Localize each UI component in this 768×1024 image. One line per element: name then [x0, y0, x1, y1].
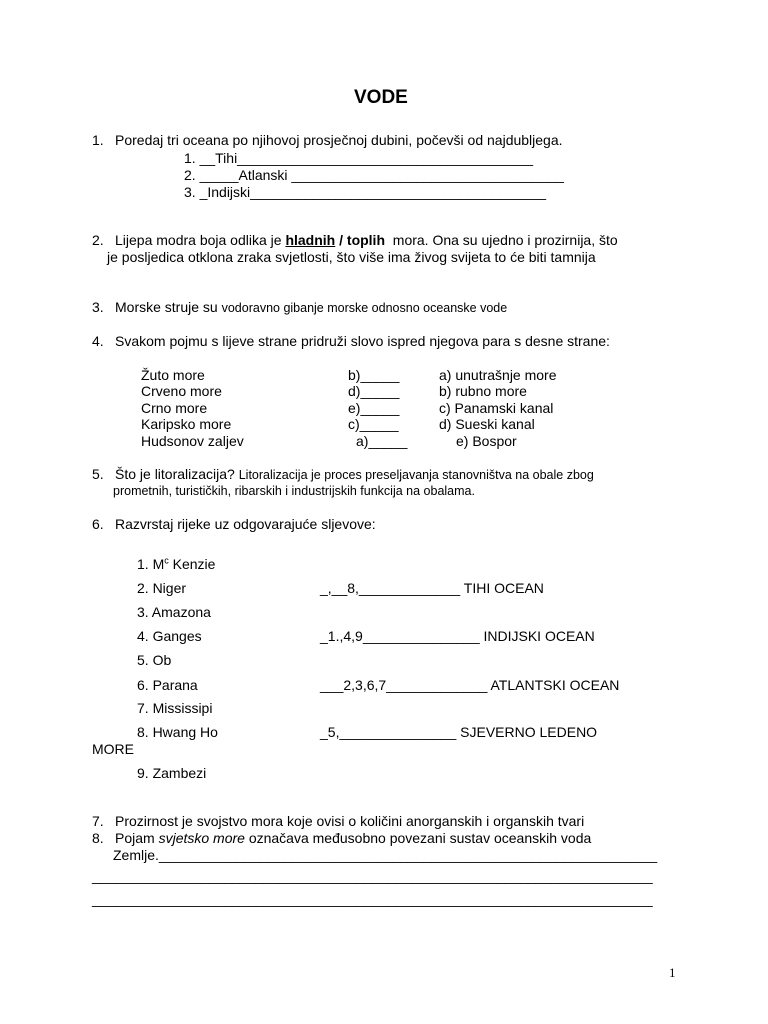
q3-text: Morske struje su [115, 299, 222, 315]
ocean-answer-wrap: MORE [92, 741, 134, 757]
q4-right-5: e) Bospor [456, 433, 517, 449]
q4-number: 4. [92, 333, 104, 349]
q2-line2: je posljedica otklona zraka svjetlosti, što više ima živog svijeta to će biti tamnija [107, 249, 596, 265]
q4-right-3: c) Panamski kanal [439, 400, 554, 416]
q1-answer-1: 1. __Tihi______________________________________ [184, 150, 534, 166]
page-number: 1 [669, 965, 676, 980]
q4-left-4: Karipsko more [141, 416, 232, 432]
q3-number: 3. [92, 299, 104, 315]
river-1-prefix: 1. M [137, 556, 165, 572]
q4-answer-3: e)_____ [348, 400, 400, 416]
q4-text: Svakom pojmu s lijeve strane pridruži slovo ispred njegova para s desne strane: [115, 333, 610, 349]
river-2: 2. Niger [137, 580, 187, 596]
ocean-answer-atlantski: ___2,3,6,7_____________ ATLANTSKI OCEAN [320, 677, 620, 693]
q6-number: 6. [92, 516, 104, 532]
q4-left-3: Crno more [141, 400, 208, 416]
q5-answer-2: prometnih, turističkih, ribarskih i industrijskih funkcija na obalama. [113, 484, 475, 498]
river-1-rest: Kenzie [168, 556, 216, 572]
q4-answer-2: d)_____ [348, 383, 400, 399]
ocean-answer-tihi: _,__8,_____________ TIHI OCEAN [320, 580, 544, 596]
river-1 [137, 556, 215, 573]
ocean-answer-indijski: _1.,4,9_______________ INDIJSKI OCEAN [320, 628, 595, 644]
q8-text-after: označava međusobno povezani sustav oceanskih voda [244, 830, 592, 846]
q2-option-toplih: / toplih [335, 232, 385, 248]
q4-left-5: Hudsonov zaljev [141, 433, 244, 449]
q3-answer: vodoravno gibanje morske odnosno oceanske vode [221, 301, 508, 315]
q1-number: 1. [92, 132, 104, 148]
q8-line1 [115, 830, 591, 847]
q4-answer-4: c)_____ [348, 416, 399, 432]
q8-line2: Zemlje.________________________________________________________________ [113, 847, 658, 863]
river-4: 4. Ganges [137, 628, 202, 644]
river-3: 3. Amazona [137, 604, 211, 620]
q8-line3: ________________________________________________________________________ [92, 868, 653, 884]
q8-text-before: Pojam [115, 830, 159, 846]
q2-option-hladnih: hladnih [285, 232, 336, 248]
q5-line1 [115, 466, 594, 484]
q4-right-2: b) rubno more [439, 383, 527, 399]
q5-text: Što je litoralizacija? [115, 466, 239, 482]
river-7: 7. Mississipi [137, 700, 213, 716]
river-9: 9. Zambezi [137, 765, 207, 781]
q4-answer-5: a)_____ [356, 433, 408, 449]
q2-text-after: mora. Ona su ujedno i prozirnija, što [385, 232, 618, 248]
q4-right-1: a) unutrašnje more [439, 367, 557, 383]
q1-text: Poredaj tri oceana po njihovoj prosječnoj dubini, počevši od najdubljega. [115, 132, 563, 148]
q5-number: 5. [92, 466, 104, 482]
q8-line4: ________________________________________________________________________ [92, 891, 653, 907]
q2-line1 [115, 232, 618, 249]
q7-number: 7. [92, 813, 104, 829]
q3-line [115, 299, 507, 317]
q7-text: Prozirnost je svojstvo mora koje ovisi o količini anorganskih i organskih tvari [115, 813, 585, 829]
river-6: 6. Parana [137, 677, 198, 693]
q1-answer-3: 3. _Indijski______________________________________ [184, 184, 547, 200]
q5-answer-1: Litoralizacija je proces preseljavanja stanovništva na obale zbog [238, 468, 594, 482]
river-1-superscript: c [164, 555, 169, 566]
q4-answer-1: b)_____ [348, 367, 400, 383]
river-8: 8. Hwang Ho [137, 724, 218, 740]
q4-left-2: Crveno more [141, 383, 222, 399]
q4-right-4: d) Sueski kanal [439, 416, 535, 432]
river-5: 5. Ob [137, 652, 172, 668]
q8-term: svjetsko more [158, 830, 245, 846]
q6-text: Razvrstaj rijeke uz odgovarajuće sljevove: [115, 516, 376, 532]
q2-text-before: Lijepa modra boja odlika je [115, 232, 286, 248]
q2-number: 2. [92, 232, 104, 248]
ocean-answer-sjeverno-ledeno: _5,_______________ SJEVERNO LEDENO [320, 724, 598, 740]
q1-answer-2: 2. _____Atlanski ___________________________________ [184, 167, 564, 183]
q4-left-1: Žuto more [141, 367, 205, 383]
q8-number: 8. [92, 830, 104, 846]
page-title: VODE [354, 87, 408, 108]
